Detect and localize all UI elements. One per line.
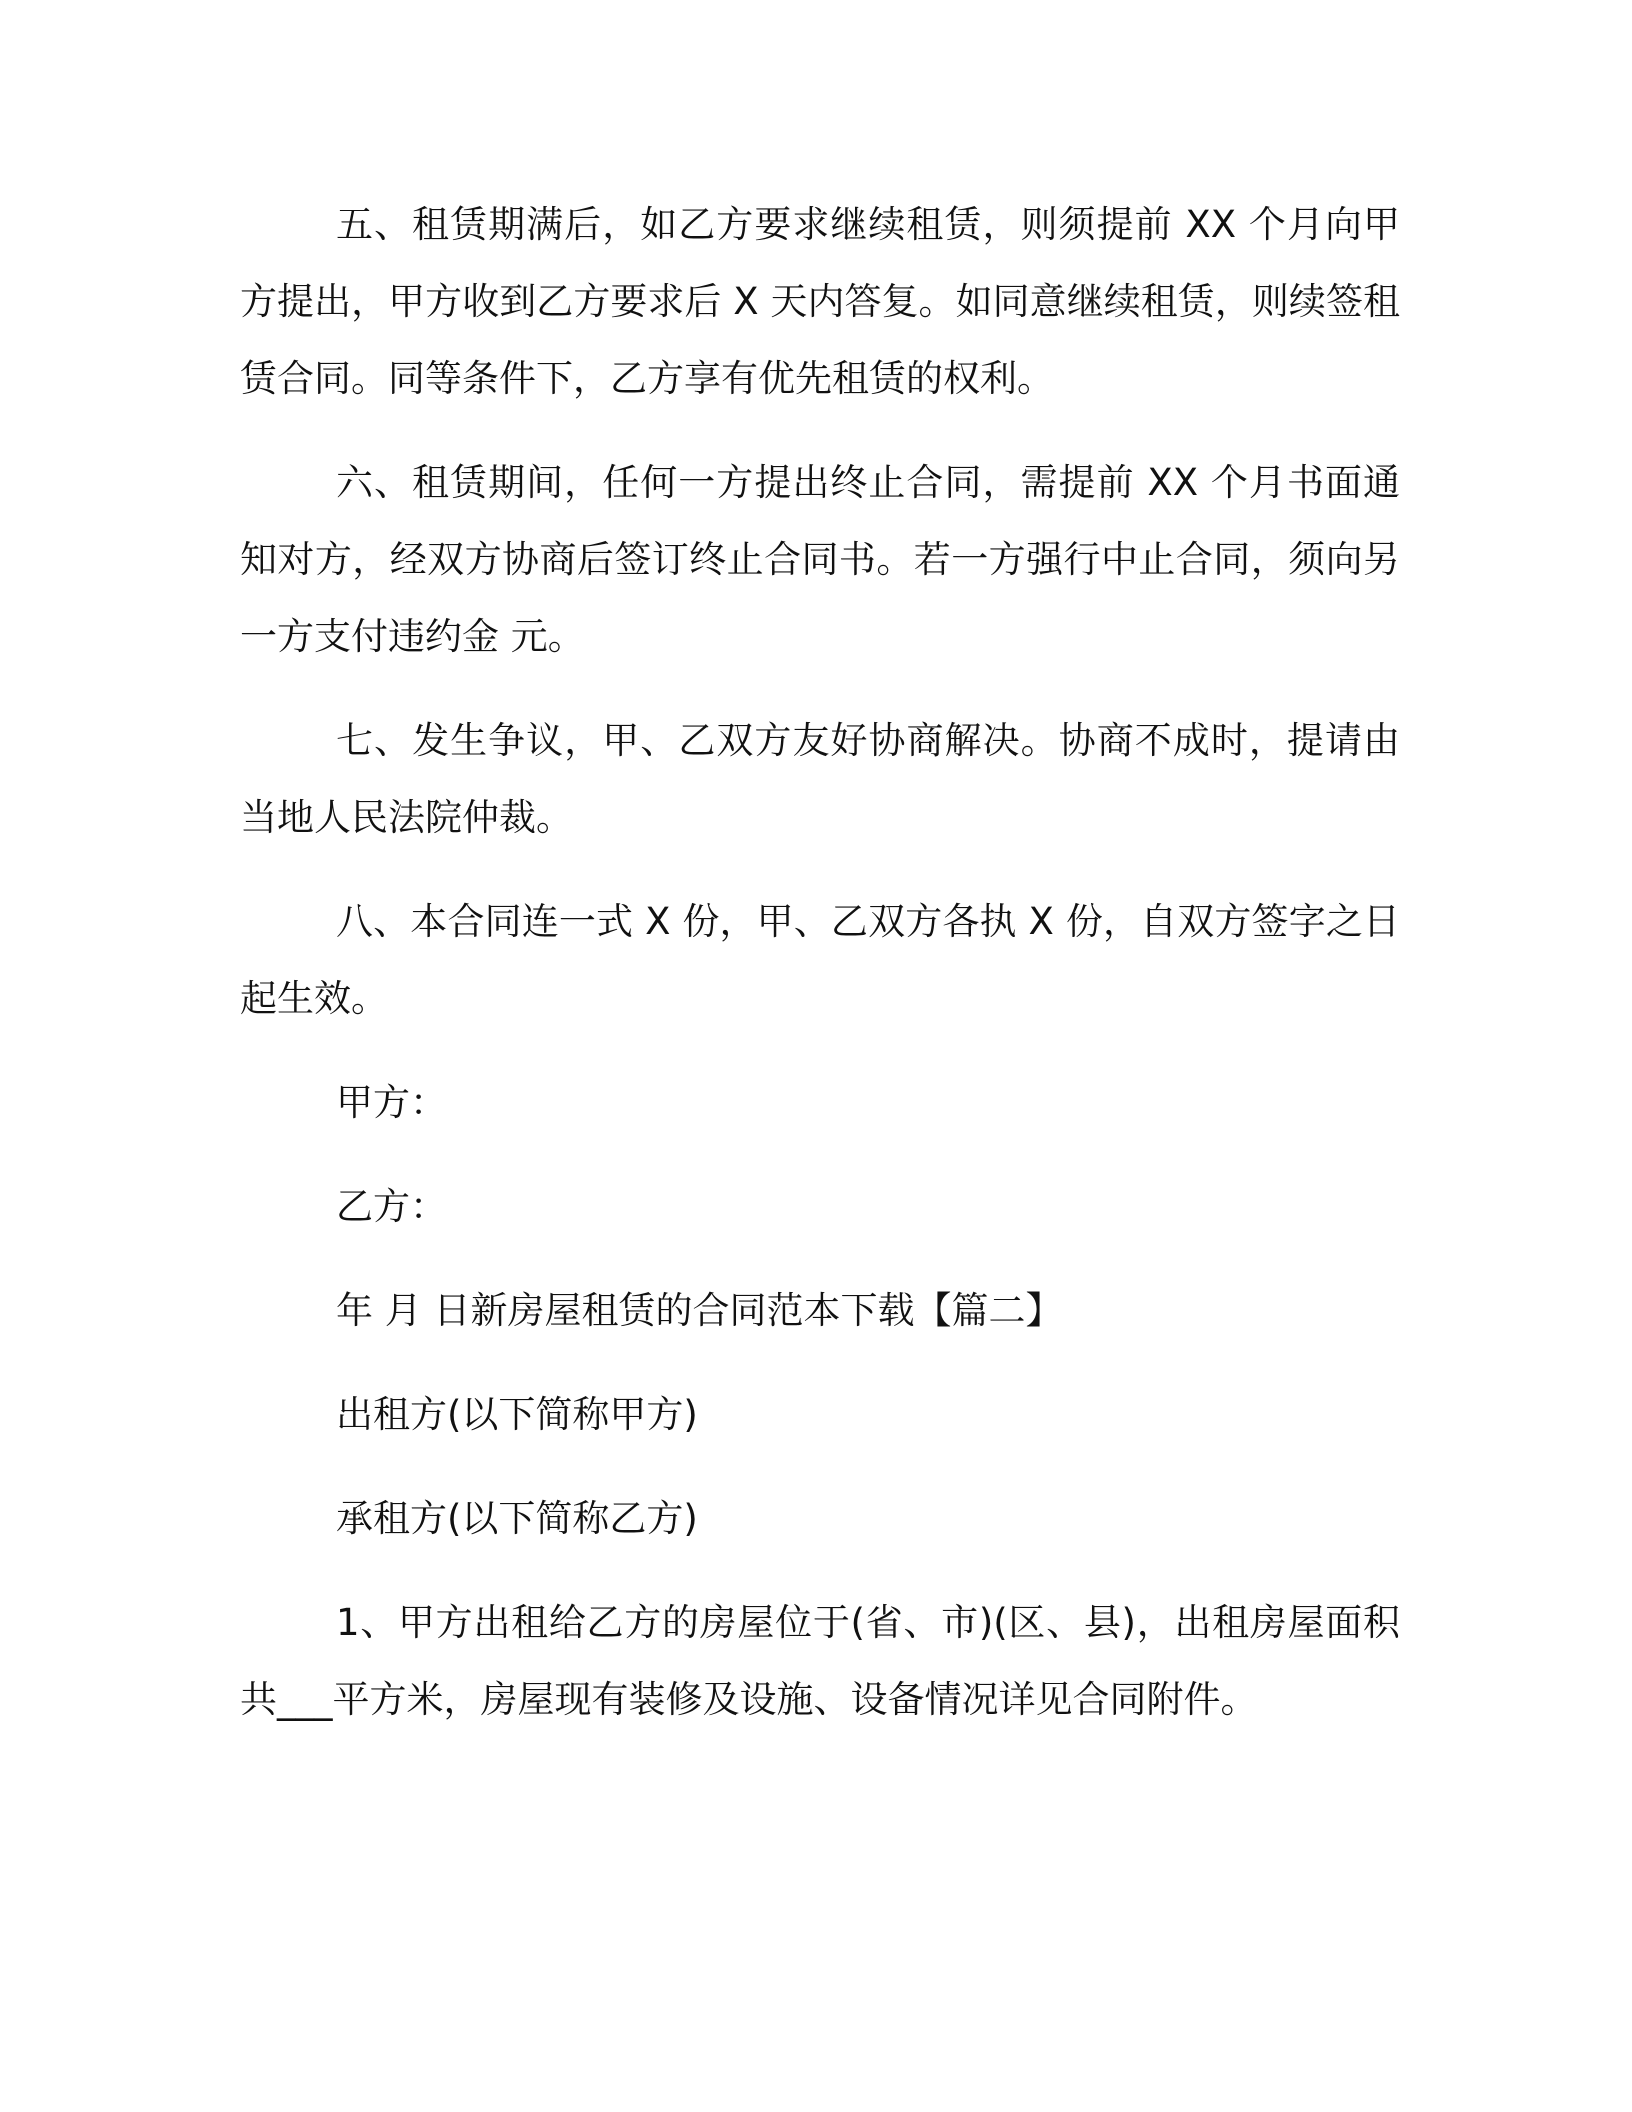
lessor-line: 出租方(以下简称甲方): [336, 1393, 698, 1436]
document-body: [240, 186, 1400, 1765]
clause-seven-paragraph: 七、发生争议，甲、乙双方友好协商解决。协商不成时，提请由当地人民法院仲裁。: [240, 719, 1400, 839]
section-two-title: 年 月 日新房屋租赁的合同范本下载【篇二】: [336, 1289, 1063, 1332]
party-b-signature-line: 乙方：: [336, 1185, 447, 1228]
party-a-signature-line: 甲方：: [336, 1081, 447, 1124]
lessee-line: 承租方(以下简称乙方): [336, 1497, 698, 1540]
section-two-clause-one-paragraph: 1、甲方出租给乙方的房屋位于(省、市)(区、县)，出租房屋面积共___平方米，房屋现有装修及设施、设备情况详见合同附件。: [240, 1601, 1400, 1721]
clause-six-paragraph: 六、租赁期间，任何一方提出终止合同，需提前 XX 个月书面通知对方，经双方协商后签订终止合同书。若一方强行中止合同，须向另一方支付违约金 元。: [240, 461, 1400, 658]
clause-five-paragraph: 五、租赁期满后，如乙方要求继续租赁，则须提前 XX 个月向甲方提出，甲方收到乙方要求后 X 天内答复。如同意继续租赁，则续签租赁合同。同等条件下，乙方享有优先租赁的权利。: [240, 203, 1400, 400]
clause-eight-paragraph: 八、本合同连一式 X 份，甲、乙双方各执 X 份，自双方签字之日起生效。: [240, 900, 1400, 1020]
